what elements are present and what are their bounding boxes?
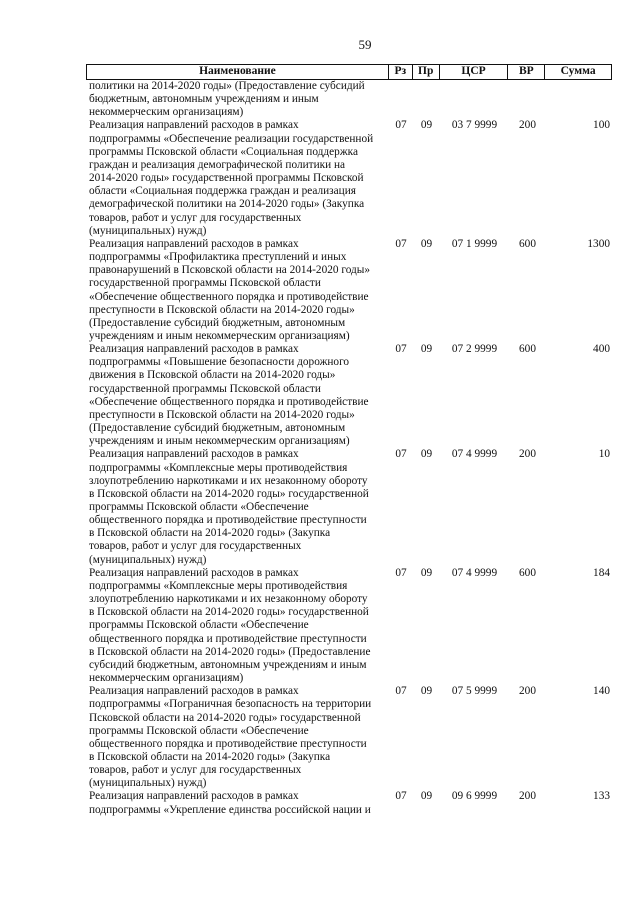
row-sum [546,80,612,119]
row-csr: 07 4 9999 [451,448,498,461]
row-name-line: Псковской области на 2014-2020 годы» государственной [89,711,361,724]
row-csr: 09 6 9999 [451,790,498,803]
row-name-line: Реализация направлений расходов в рамках [89,790,299,803]
header-name: Наименование [87,65,389,79]
row-name-line: программы Псковской области «Обеспечение [89,724,309,737]
table-row [86,343,612,448]
row-name [86,790,389,816]
row-vr: 600 [519,237,536,250]
row-name-line: в Псковской области на 2014-2020 годы» государственной [89,606,369,619]
row-name-line: политики на 2014-2020 годы» (Предоставление субсидий [89,80,365,92]
header-pr: Пр [413,65,440,79]
row-name [86,685,389,790]
row-pr [413,80,440,119]
table-row [86,790,612,816]
row-name-line: Реализация направлений расходов в рамках [89,119,299,132]
row-name-line: бюджетным, автономным учреждениям и иным [89,93,319,106]
row-csr [440,80,509,119]
row-pr: 09 [420,448,433,461]
row-csr: 07 2 9999 [451,343,498,356]
row-name-line: демографической политики на 2014-2020 годы» (Закупка [89,198,365,211]
row-name-line: товаров, работ и услуг для государственных [89,540,302,553]
row-vr: 200 [519,119,536,132]
row-vr [509,80,546,119]
row-name-line: (муниципальных) нужд) [89,777,207,790]
row-name-line: некоммерческим организациям) [89,672,244,685]
row-sum: 400 [593,343,610,356]
row-name-line: некоммерческим организациям) [89,106,244,119]
row-name-line: (Предоставление субсидий бюджетным, автономным [89,422,346,435]
row-name-line: злоупотреблению наркотиками и их незаконному обороту [89,593,368,606]
table-row [86,238,612,343]
row-pr: 09 [420,119,433,132]
row-rz: 07 [395,685,407,698]
row-rz: 07 [395,119,407,132]
table-row [86,119,612,237]
row-name-line: Реализация направлений расходов в рамках [89,343,299,356]
row-vr: 200 [519,685,536,698]
row-name-line: преступности в Псковской области на 2014-2020 годы» [89,303,355,316]
row-name-line: программы Псковской области «Социальная поддержка [89,145,358,158]
row-name-line: подпрограммы «Комплексные меры противодействия [89,579,348,592]
row-name-line: правонарушений в Псковской области на 2014-2020 годы» [89,264,371,277]
row-vr: 600 [519,566,536,579]
row-name-line: Реализация направлений расходов в рамках [89,685,299,698]
row-name-line: подпрограммы «Пограничная безопасность на территории [89,698,372,711]
row-vr: 600 [519,343,536,356]
header-vr: ВР [508,65,545,79]
row-pr: 09 [420,343,433,356]
row-csr: 07 4 9999 [451,566,498,579]
table-row [86,567,612,685]
row-name-line: подпрограммы «Комплексные меры противодействия [89,461,348,474]
row-name-line: подпрограммы «Обеспечение реализации государственной [89,132,374,145]
row-pr: 09 [420,685,433,698]
row-name-line: преступности в Псковской области на 2014-2020 годы» [89,408,355,421]
row-name [86,119,389,237]
table-row [86,448,612,566]
row-csr: 03 7 9999 [451,119,498,132]
row-vr: 200 [519,448,536,461]
row-name-line: подпрограммы «Профилактика преступлений и иных [89,251,347,264]
row-name-line: субсидий бюджетным, автономным учреждениям и иным [89,658,367,671]
row-sum: 140 [593,685,610,698]
row-name [86,567,389,685]
row-name-line: товаров, работ и услуг для государственных [89,211,302,224]
row-pr: 09 [420,790,433,803]
row-name-line: (Предоставление субсидий бюджетным, автономным [89,316,346,329]
row-pr: 09 [420,566,433,579]
row-sum: 133 [593,790,610,803]
row-name-line: движения в Псковской области на 2014-2020 годы» [89,369,336,382]
row-name-line: Реализация направлений расходов в рамках [89,448,299,461]
row-rz: 07 [395,237,407,250]
row-name-line: программы Псковской области «Обеспечение [89,619,309,632]
row-rz: 07 [395,790,407,803]
row-name-line: в Псковской области на 2014-2020 годы» (Закупка [89,750,331,763]
row-name [86,238,389,343]
table-body [86,80,612,817]
row-sum: 1300 [587,237,610,250]
row-name [86,80,389,119]
row-rz: 07 [395,448,407,461]
row-name-line: общественного порядка и противодействие преступности [89,737,367,750]
table-row [86,80,612,119]
row-name [86,343,389,448]
header-csr: ЦСР [440,65,509,79]
row-name-line: «Обеспечение общественного порядка и противодействие [89,290,369,303]
row-sum: 100 [593,119,610,132]
row-name-line: области «Социальная поддержка граждан и реализация [89,185,356,198]
row-vr: 200 [519,790,536,803]
row-name-line: злоупотреблению наркотиками и их незаконному обороту [89,474,368,487]
row-name-line: учреждениям и иным некоммерческим организациям) [89,329,350,342]
row-name-line: «Обеспечение общественного порядка и противодействие [89,395,369,408]
row-name-line: в Псковской области на 2014-2020 годы» (Предоставление [89,645,371,658]
table-row [86,685,612,790]
row-name-line: в Псковской области на 2014-2020 годы» (Закупка [89,527,331,540]
row-rz: 07 [395,566,407,579]
row-pr: 09 [420,237,433,250]
row-name [86,448,389,566]
header-sum: Сумма [560,65,596,77]
row-sum: 184 [593,566,610,579]
row-name-line: (муниципальных) нужд) [89,553,207,566]
row-sum: 10 [598,448,610,461]
row-name-line: государственной программы Псковской области [89,277,321,290]
row-name-line: подпрограммы «Повышение безопасности дорожного [89,356,350,369]
row-name-line: (муниципальных) нужд) [89,224,207,237]
row-name-line: подпрограммы «Укрепление единства российской нации и [89,803,371,816]
table-header [86,64,612,80]
row-name-line: общественного порядка и противодействие преступности [89,514,367,527]
row-csr: 07 1 9999 [451,237,498,250]
row-name-line: в Псковской области на 2014-2020 годы» государственной [89,487,369,500]
row-name-line: граждан и реализация демографической политики на [89,158,346,171]
budget-table [86,64,612,817]
row-rz: 07 [395,343,407,356]
row-name-line: общественного порядка и противодействие преступности [89,632,367,645]
row-name-line: Реализация направлений расходов в рамках [89,237,299,250]
row-name-line: 2014-2020 годы» государственной программы Псковской [89,172,364,185]
row-name-line: товаров, работ и услуг для государственных [89,764,302,777]
page-number: 59 [358,37,372,52]
header-rz: Рз [389,65,413,79]
row-rz [389,80,413,119]
row-name-line: программы Псковской области «Обеспечение [89,501,309,513]
row-csr: 07 5 9999 [451,685,498,698]
row-name-line: учреждениям и иным некоммерческим организациям) [89,435,350,448]
row-name-line: Реализация направлений расходов в рамках [89,566,299,579]
row-name-line: государственной программы Псковской области [89,382,321,395]
